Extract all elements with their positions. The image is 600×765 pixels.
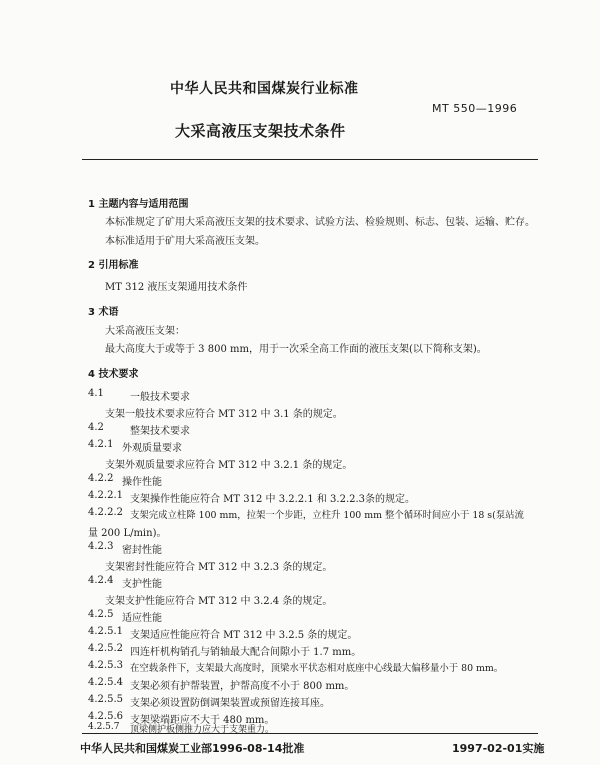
clause-number: 4.2.2.2 xyxy=(88,507,123,518)
section-2-reference: MT 312 液压支架通用技术条件 xyxy=(105,282,248,293)
section-3-definition: 最大高度大于或等于 3 800 mm，用于一次采全高工作面的液压支架(以下简称支架)。 xyxy=(105,344,487,355)
clause-text: 支架完成立柱降 100 mm，拉架一个步距，立柱升 100 mm 整个循环时间应小于 18 s(泵站流 xyxy=(130,510,524,521)
issuing-organization: 中华人民共和国煤炭行业标准 xyxy=(170,81,359,97)
clause-text: 支架支护性能应符合 MT 312 中 3.2.4 条的规定。 xyxy=(105,596,333,607)
clause-text-continued: 量 200 L/min)。 xyxy=(88,528,167,539)
clause-number: 4.1 xyxy=(88,388,104,399)
clause-text: 支架外观质量要求应符合 MT 312 中 3.2.1 条的规定。 xyxy=(105,460,353,471)
clause-number: 4.2.5.7 xyxy=(88,722,120,732)
clause-title: 支护性能 xyxy=(122,579,162,590)
clause-number: 4.2.5.1 xyxy=(88,626,123,637)
section-1-paragraph-2: 本标准适用于矿用大采高液压支架。 xyxy=(105,236,265,247)
section-4-heading: 4 技术要求 xyxy=(88,369,139,380)
clause-number: 4.2 xyxy=(88,422,104,433)
header-divider xyxy=(82,159,538,160)
clause-text: 支架必须有护帮装置，护帮高度不小于 800 mm。 xyxy=(130,681,355,692)
clause-title: 整架技术要求 xyxy=(130,426,190,437)
approval-note: 中华人民共和国煤炭工业部1996-08-14批准 xyxy=(80,742,305,755)
clause-title: 一般技术要求 xyxy=(130,392,190,403)
document-title: 大采高液压支架技术条件 xyxy=(175,122,346,140)
section-3-heading: 3 术语 xyxy=(88,307,119,318)
clause-number: 4.2.5.2 xyxy=(88,643,123,654)
clause-text: 顶梁侧护板侧推力应大于支架重力。 xyxy=(130,725,275,735)
section-3-term: 大采高液压支架： xyxy=(105,326,185,337)
clause-number: 4.2.5 xyxy=(88,609,114,620)
effective-date: 1997-02-01实施 xyxy=(452,742,545,755)
clause-text: 支架一般技术要求应符合 MT 312 中 3.1 条的规定。 xyxy=(105,409,343,420)
clause-title: 适应性能 xyxy=(122,613,162,624)
clause-text: 支架梁端距应不大于 480 mm。 xyxy=(130,715,275,726)
clause-number: 4.2.5.3 xyxy=(88,660,123,671)
clause-title: 外观质量要求 xyxy=(122,443,182,454)
standard-code: MT 550—1996 xyxy=(432,102,518,115)
clause-number: 4.2.3 xyxy=(88,541,114,552)
section-1-heading: 1 主题内容与适用范围 xyxy=(88,199,189,210)
footer-divider xyxy=(82,733,538,734)
clause-text: 支架适应性能应符合 MT 312 中 3.2.5 条的规定。 xyxy=(130,630,358,641)
clause-title: 密封性能 xyxy=(122,545,162,556)
section-2-heading: 2 引用标准 xyxy=(88,260,139,271)
clause-number: 4.2.2.1 xyxy=(88,490,123,501)
clause-text: 在空载条件下，支架最大高度时，顶梁水平状态相对底座中心线最大偏移量小于 80 mm。 xyxy=(130,663,504,674)
clause-text: 四连杆机构销孔与销轴最大配合间隙小于 1.7 mm。 xyxy=(130,647,362,658)
clause-number: 4.2.4 xyxy=(88,575,114,586)
clause-text: 支架操作性能应符合 MT 312 中 3.2.2.1 和 3.2.2.3条的规定。 xyxy=(130,494,416,505)
section-1-paragraph-1: 本标准规定了矿用大采高液压支架的技术要求、试验方法、检验规则、标志、包装、运输、贮存。 xyxy=(105,217,535,228)
clause-number: 4.2.5.6 xyxy=(88,711,123,722)
clause-text: 支架密封性能应符合 MT 312 中 3.2.3 条的规定。 xyxy=(105,562,333,573)
clause-text: 支架必须设置防倒调架装置或预留连接耳座。 xyxy=(130,698,330,709)
clause-number: 4.2.2 xyxy=(88,473,114,484)
clause-number: 4.2.5.5 xyxy=(88,694,123,705)
clause-number: 4.2.1 xyxy=(88,439,114,450)
clause-title: 操作性能 xyxy=(122,477,162,488)
clause-number: 4.2.5.4 xyxy=(88,677,123,688)
